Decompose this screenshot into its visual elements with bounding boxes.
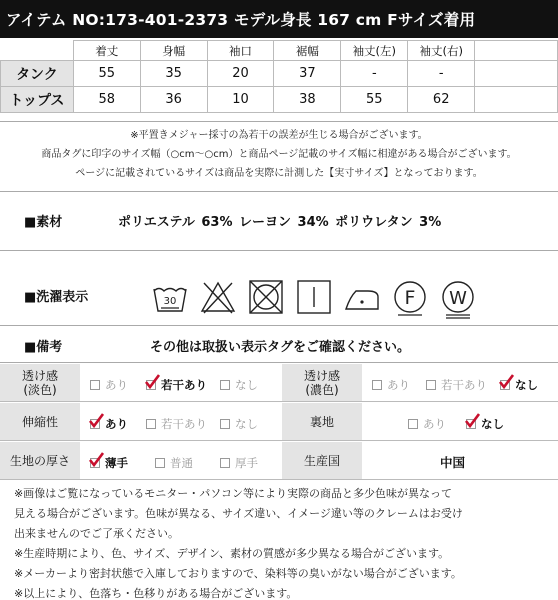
size-col-header: 裾幅	[274, 41, 341, 61]
checkbox-empty	[220, 380, 230, 390]
divider	[0, 121, 558, 122]
size-row-label: タンク	[1, 61, 74, 87]
option-checkbox[interactable]: なし	[500, 377, 538, 393]
page-header	[0, 0, 558, 38]
size-cell: -	[408, 61, 475, 87]
size-cell: 20	[207, 61, 274, 87]
attribute-row-thickness	[0, 442, 558, 480]
size-cell: 37	[274, 61, 341, 87]
red-check-icon	[88, 452, 104, 468]
measurement-note	[0, 126, 558, 183]
size-col-header: 袖丈(右)	[408, 41, 475, 61]
red-check-icon	[88, 413, 104, 429]
option-checkbox[interactable]: 若干あり	[146, 377, 207, 393]
attribute-row-stretch	[0, 403, 558, 441]
size-col-header: 袖丈(左)	[341, 41, 408, 61]
sheer-dark-label: 透け感 (濃色)	[282, 364, 362, 401]
footer-line: ※生産時期により、色、サイズ、デザイン、素材の質感が多少異なる場合がございます。	[14, 547, 450, 560]
checkbox-empty	[146, 419, 156, 429]
washing-symbols	[150, 277, 480, 319]
checkbox-empty	[372, 380, 382, 390]
divider	[0, 325, 558, 326]
size-cell: 38	[274, 87, 341, 113]
stretch-label: 伸縮性	[0, 403, 80, 440]
footer-line: 見える場合がございます。色味が異なる、サイズ違い、イメージ違い等のクレームはお受け	[14, 507, 463, 520]
checkbox-empty	[155, 458, 165, 468]
svg-text:30: 30	[163, 296, 177, 307]
size-cell: 55	[341, 87, 408, 113]
no-bleach-icon	[198, 277, 238, 317]
option-checkbox[interactable]: 薄手	[90, 455, 128, 471]
sheer-light-label: 透け感 (淡色)	[0, 364, 80, 401]
line-dry-icon	[294, 277, 334, 317]
size-table-row-tops	[1, 87, 558, 113]
option-checkbox[interactable]: なし	[220, 377, 258, 393]
lining-label: 裏地	[282, 403, 362, 440]
size-cell	[475, 87, 558, 113]
size-table-header-row	[1, 41, 558, 61]
option-checkbox[interactable]: あり	[408, 416, 446, 432]
size-cell	[475, 61, 558, 87]
option-checkbox[interactable]: あり	[90, 377, 128, 393]
checkbox-empty	[220, 458, 230, 468]
note-line: ページに記載されているサイズは商品を実際に計測した【実寸サイズ】となっております。	[75, 168, 483, 179]
option-checkbox[interactable]: あり	[90, 416, 128, 432]
size-row-label: トップス	[1, 87, 74, 113]
red-check-icon	[464, 413, 480, 429]
size-cell: 58	[73, 87, 140, 113]
material-label: ■素材	[24, 215, 63, 230]
size-col-header: 着丈	[73, 41, 140, 61]
red-check-icon	[498, 374, 514, 390]
option-checkbox[interactable]: なし	[466, 416, 504, 432]
footer-line: 出来ませんのでご了承ください。	[14, 527, 179, 540]
remarks-text: その他は取扱い表示タグをご確認ください。	[150, 340, 411, 355]
size-col-header: 身幅	[140, 41, 207, 61]
option-checkbox[interactable]: 普通	[155, 455, 193, 471]
dry-clean-F-icon	[390, 277, 430, 317]
country-value: 中国	[440, 455, 466, 470]
washing-label: ■洗濯表示	[24, 290, 89, 305]
size-table-corner	[1, 41, 74, 61]
divider	[0, 362, 558, 363]
footer-line: ※以上により、色落ち・色移りがある場合がございます。	[14, 587, 298, 600]
size-col-header	[475, 41, 558, 61]
iron-low-icon	[340, 277, 384, 317]
remarks-label: ■備考	[24, 340, 63, 355]
header-title: アイテム NO:173-401-2373 モデル身長 167 cm Fサイズ着用	[6, 11, 476, 29]
size-table-row-tank	[1, 61, 558, 87]
option-checkbox[interactable]: 若干あり	[146, 416, 207, 432]
checkbox-checked	[466, 419, 476, 429]
size-table	[0, 40, 558, 113]
size-cell: 62	[408, 87, 475, 113]
no-tumble-dry-icon	[246, 277, 286, 317]
checkbox-empty	[426, 380, 436, 390]
red-check-icon	[144, 374, 160, 390]
footer-line: ※メーカーより密封状態で入庫しておりますので、染料等の臭いがない場合がございます。	[14, 567, 462, 580]
checkbox-empty	[408, 419, 418, 429]
footer-line: ※画像はご覧になっているモニター・パソコン等により実際の商品と多少色味が異なって	[14, 487, 452, 500]
size-cell: 35	[140, 61, 207, 87]
divider	[0, 191, 558, 192]
checkbox-checked	[500, 380, 510, 390]
size-cell: 10	[207, 87, 274, 113]
checkbox-checked	[146, 380, 156, 390]
note-line: ※平置きメジャー採寸の為若干の誤差が生じる場合がございます。	[130, 130, 428, 141]
wash-tub-30-icon	[150, 277, 190, 317]
checkbox-empty	[90, 380, 100, 390]
option-checkbox[interactable]: あり	[372, 377, 410, 393]
option-checkbox[interactable]: 若干あり	[426, 377, 487, 393]
wet-clean-W-icon	[438, 277, 478, 319]
checkbox-checked	[90, 458, 100, 468]
dry-clean-letter: F	[404, 287, 416, 309]
option-checkbox[interactable]: なし	[220, 416, 258, 432]
attribute-row-sheerness	[0, 364, 558, 402]
note-line: 商品タグに印字のサイズ幅（○cm～○cm）と商品ページ記載のサイズ幅に相違がある場合がございます。	[41, 149, 517, 160]
option-checkbox[interactable]: 厚手	[220, 455, 258, 471]
size-cell: 55	[73, 61, 140, 87]
size-cell: 36	[140, 87, 207, 113]
checkbox-empty	[220, 419, 230, 429]
wet-clean-letter: W	[449, 288, 467, 309]
country-label: 生産国	[282, 442, 362, 479]
thickness-label: 生地の厚さ	[0, 442, 80, 479]
size-cell: -	[341, 61, 408, 87]
footer-notes	[14, 484, 554, 600]
divider	[0, 250, 558, 251]
checkbox-checked	[90, 419, 100, 429]
size-col-header: 袖口	[207, 41, 274, 61]
material-text: ポリエステル 63% レーヨン 34% ポリウレタン 3%	[118, 215, 442, 230]
